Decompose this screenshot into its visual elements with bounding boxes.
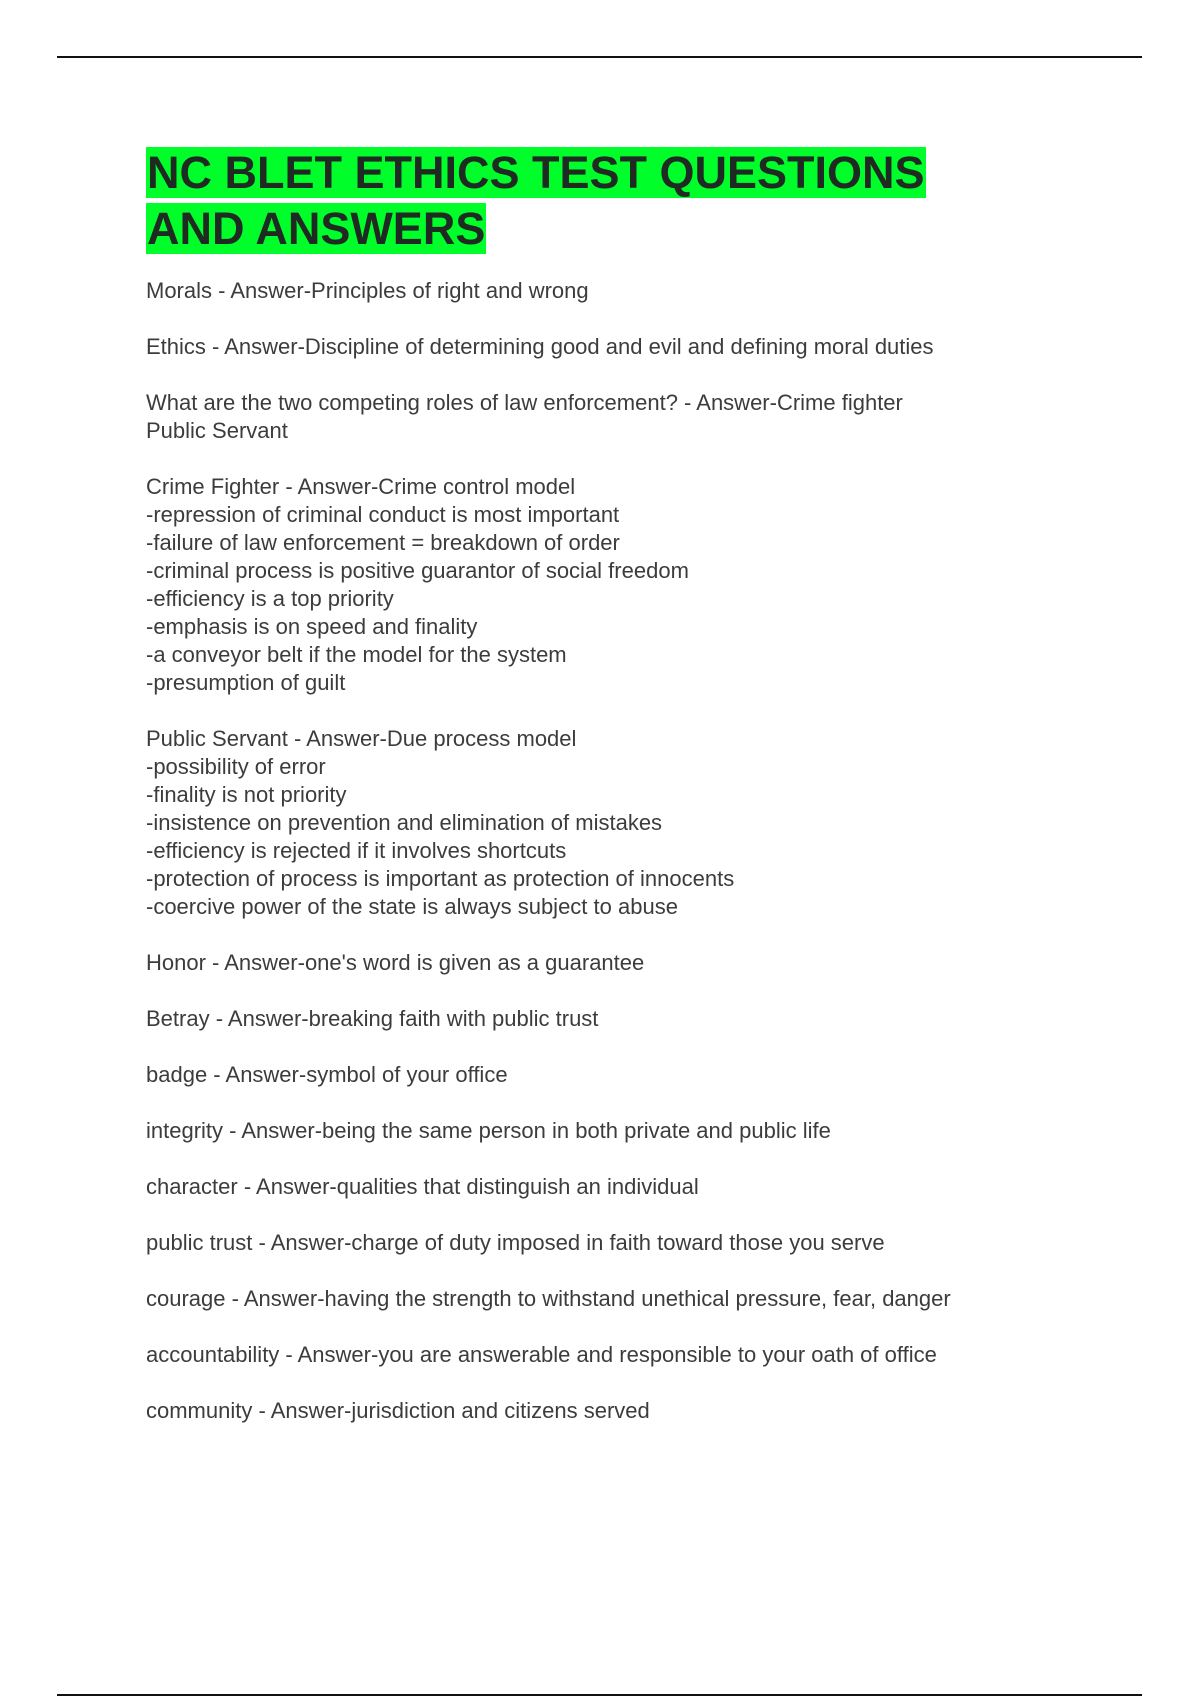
qa-entry-line: -possibility of error	[146, 754, 326, 779]
qa-entry	[146, 1397, 1046, 1425]
qa-entry-line: Public Servant	[146, 418, 288, 443]
qa-entry-line: -emphasis is on speed and finality	[146, 614, 478, 639]
qa-entry-line: -efficiency is a top priority	[146, 586, 394, 611]
qa-entry-term: Betray - Answer-breaking faith with public trust	[146, 1006, 599, 1031]
qa-entry-term: accountability - Answer-you are answerable and responsible to your oath of office	[146, 1342, 937, 1367]
qa-entry	[146, 1341, 1046, 1369]
qa-entry-term: Crime Fighter - Answer-Crime control model	[146, 474, 576, 499]
qa-entry	[146, 1061, 1046, 1089]
qa-entry-line: -coercive power of the state is always subject to abuse	[146, 894, 678, 919]
qa-entry-term: Public Servant - Answer-Due process model	[146, 726, 577, 751]
top-rule	[57, 56, 1142, 58]
qa-entry	[146, 1285, 1046, 1313]
qa-entry-line: -efficiency is rejected if it involves shortcuts	[146, 838, 567, 863]
qa-entry	[146, 725, 1046, 921]
qa-entry	[146, 1173, 1046, 1201]
qa-entry-term: public trust - Answer-charge of duty imposed in faith toward those you serve	[146, 1230, 885, 1255]
qa-entry-term: community - Answer-jurisdiction and citizens served	[146, 1398, 650, 1423]
qa-entry-term: Honor - Answer-one's word is given as a guarantee	[146, 950, 645, 975]
qa-entry-term: integrity - Answer-being the same person in both private and public life	[146, 1118, 831, 1143]
qa-entry	[146, 389, 1046, 445]
document-body	[146, 145, 1046, 1453]
document-title	[146, 145, 1046, 257]
qa-entry-line: -insistence on prevention and elimination of mistakes	[146, 810, 663, 835]
qa-entry	[146, 949, 1046, 977]
qa-entry-term: Morals - Answer-Principles of right and wrong	[146, 278, 589, 303]
qa-entry-term: courage - Answer-having the strength to withstand unethical pressure, fear, danger	[146, 1286, 951, 1311]
title-line-2: AND ANSWERS	[147, 203, 486, 254]
qa-entry	[146, 333, 1046, 361]
qa-entry-term: Ethics - Answer-Discipline of determining good and evil and defining moral duties	[146, 334, 934, 359]
qa-entry	[146, 1005, 1046, 1033]
qa-entry-line: -criminal process is positive guarantor of social freedom	[146, 558, 689, 583]
qa-entry-term: character - Answer-qualities that distinguish an individual	[146, 1174, 699, 1199]
qa-entry-term: badge - Answer-symbol of your office	[146, 1062, 508, 1087]
qa-entry-line: -a conveyor belt if the model for the system	[146, 642, 567, 667]
qa-entry-line: -repression of criminal conduct is most important	[146, 502, 620, 527]
title-line-1: NC BLET ETHICS TEST QUESTIONS	[147, 147, 925, 198]
qa-entry	[146, 473, 1046, 697]
qa-entry	[146, 1117, 1046, 1145]
qa-entry-line: -finality is not priority	[146, 782, 347, 807]
qa-list	[146, 277, 1046, 1425]
bottom-rule	[57, 1694, 1142, 1696]
qa-entry-line: -failure of law enforcement = breakdown of order	[146, 530, 620, 555]
qa-entry-line: -presumption of guilt	[146, 670, 346, 695]
qa-entry-term: What are the two competing roles of law enforcement? - Answer-Crime fighter	[146, 390, 903, 415]
qa-entry	[146, 1229, 1046, 1257]
qa-entry	[146, 277, 1046, 305]
qa-entry-line: -protection of process is important as protection of innocents	[146, 866, 735, 891]
